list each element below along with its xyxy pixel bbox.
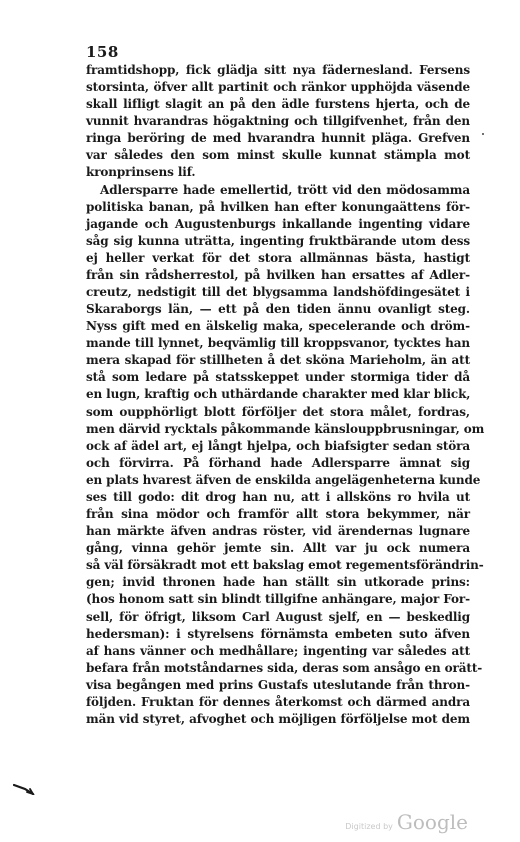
text-line: han märkte äfven andras röster, vid ärendernas lugnare: [86, 524, 470, 539]
text-line: af hans vänner och medhållare; ingenting var således att: [86, 643, 470, 658]
text-line: så väl försäkradt mot ett bakslag emot regementsförändrin-: [86, 558, 484, 573]
body-text: [86, 62, 485, 728]
text-line: stå som ledare på statsskeppet under stormiga tider då: [86, 370, 470, 385]
text-line: visa begången med prins Gustafs uteslutande från thron-: [86, 677, 470, 692]
text-line: mera skapad för stillheten å det sköna Marieholm, än att: [86, 353, 470, 368]
margin-mark-icon: [13, 783, 35, 795]
text-line: (hos honom satt sin blindt tillgifne anhängare, major For-: [86, 592, 470, 607]
text-line: från sina mödor och framför allt stora bekymmer, när: [86, 507, 470, 522]
text-line: ses till godo: dit drog han nu, att i allsköns ro hvila ut: [86, 489, 470, 504]
text-line: framtidshopp, fick glädja sitt nya fädernesland. Fersens: [86, 63, 470, 77]
text-line: som oupphörligt blott förföljer det stora målet, fordras,: [86, 404, 470, 419]
text-line: jagande och Augustenburgs inkallande ingenting vidare: [86, 216, 470, 231]
text-line: storsinta, öfver allt partinit och ränkor upphöjda väsende: [86, 80, 470, 95]
page-number: 158: [86, 43, 119, 61]
text-line: befara från motståndarnes sida, deras som ansågo en orätt-: [86, 660, 483, 675]
text-line: och förvirra. På förhand hade Adlersparre ämnat sig: [86, 455, 470, 470]
google-watermark: [345, 810, 468, 834]
text-line: var således den som minst skulle kunnat stämpla mot: [86, 148, 470, 163]
text-line: politiska banan, på hvilken han efter konungaättens för-: [86, 199, 470, 214]
text-line: men därvid rycktals påkommande känslouppbrusningar, om: [86, 421, 485, 436]
ink-speck: [482, 133, 484, 135]
text-line: sell, för öfrigt, liksom Carl August sjelf, en — beskedlig: [86, 609, 470, 624]
text-line: en lugn, kraftig och uthärdande charakter med klar blick,: [86, 387, 471, 402]
digitized-by-label: Digitized by: [345, 822, 393, 831]
text-line: hedersman): i styrelsens förnämsta embeten suto äfven: [86, 626, 470, 641]
text-line: gång, vinna gehör jemte sin. Allt var ju ock numera: [86, 541, 470, 556]
text-line: ringa beröring de med hvarandra hunnit pläga. Grefven: [86, 131, 470, 146]
text-line: gen; invid thronen hade han ställt sin utkorade prins:: [86, 575, 470, 590]
text-line: ej heller verkat för det stora allmännas bästa, hastigt: [86, 250, 470, 265]
text-line: Nyss gift med en älskelig maka, specelerande och dröm-: [86, 319, 470, 334]
text-line: ock af ädel art, ej långt hjelpa, och biafsigter sedan störa: [86, 438, 470, 453]
text-line: från sin rådsherrestol, på hvilken han ersattes af Adler-: [86, 267, 470, 282]
text-line: vunnit hvarandras högaktning och tillgifvenhet, från den: [86, 114, 470, 129]
text-line: Adlersparre hade emellertid, trött vid den mödosamma: [100, 182, 470, 197]
text-line: skall lifligt slagit an på den ädle furstens hjerta, och de: [86, 97, 470, 112]
text-line: följden. Fruktan för dennes återkomst och därmed andra: [86, 694, 470, 709]
text-line: creutz, nedstigit till det blygsamma landshöfdingesätet i: [86, 285, 470, 300]
text-line: män vid styret, afvoghet och möjligen förföljelse mot dem: [86, 711, 470, 726]
text-line: en plats hvarest äfven de enskilda angelägenheterna kunde: [86, 472, 481, 487]
text-line: mande till lynnet, beqvämlig till kroppsvanor, tycktes han: [86, 336, 470, 351]
google-logo-text: Google: [396, 810, 468, 834]
text-line: kronprinsens lif.: [86, 165, 196, 180]
text-line: såg sig kunna uträtta, ingenting fruktbärande utom dess: [86, 233, 470, 248]
text-line: Skaraborgs län, — ett på den tiden ännu ovanligt steg.: [86, 302, 470, 317]
